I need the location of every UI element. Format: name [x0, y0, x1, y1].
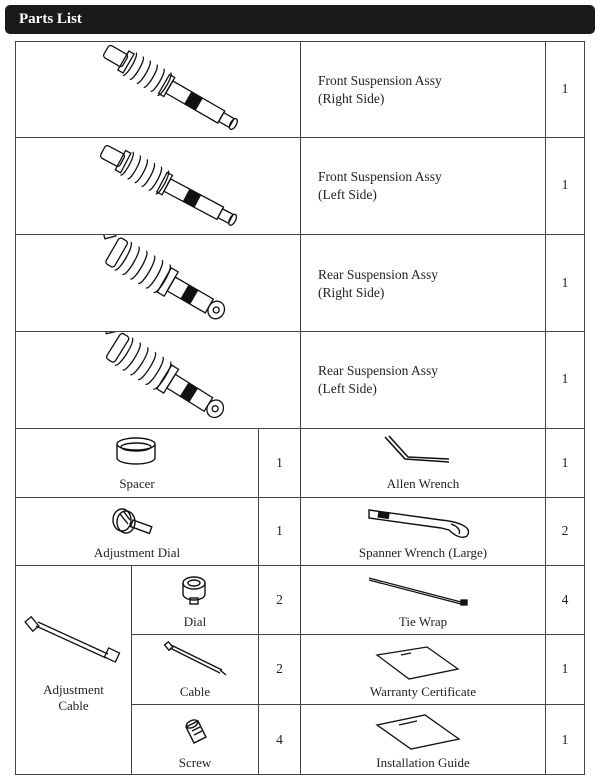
shock-image-cell: [15, 137, 301, 235]
shock-qty: 1: [561, 177, 569, 192]
shock-desc-cell: [300, 331, 546, 429]
shock-qty-cell: [545, 234, 585, 332]
spanner-wrench-cell: [300, 497, 546, 566]
shock-side: (Right Side): [318, 91, 385, 106]
allen-wrench-qty-cell: [545, 428, 585, 498]
adjustment-dial-cell: [15, 497, 259, 566]
warranty-cell: [300, 634, 546, 705]
spacer-qty: 1: [276, 455, 283, 470]
installation-guide-label: Installation Guide: [376, 755, 470, 770]
adjustment-cable-label: Adjustment: [43, 682, 104, 697]
shock-qty-cell: [545, 331, 585, 429]
shock-qty: 1: [561, 275, 569, 290]
screw-qty-cell: [258, 704, 301, 775]
screw-label: Screw: [178, 755, 212, 770]
rear-shock-right-image: [16, 235, 302, 333]
cable-cell: [131, 634, 259, 705]
allen-wrench-cell: [300, 428, 546, 498]
shock-desc-cell: [300, 234, 546, 332]
spanner-wrench-label: Spanner Wrench (Large): [358, 545, 488, 560]
shock-name: Front Suspension Assy: [318, 169, 442, 184]
shock-side: (Right Side): [318, 285, 385, 300]
tie-wrap-label: Tie Wrap: [398, 614, 448, 629]
tie-wrap-qty: 4: [561, 592, 569, 607]
screw-cell: [131, 704, 259, 775]
warranty-qty-cell: [545, 634, 585, 705]
dial-cell: [131, 565, 259, 635]
installation-guide-qty-cell: [545, 704, 585, 775]
adjustment-dial-qty-cell: [258, 497, 301, 566]
adjustment-dial-qty: 1: [276, 523, 283, 538]
spacer-label: Spacer: [119, 476, 155, 491]
allen-wrench-qty: 1: [561, 455, 569, 470]
cable-qty: 2: [276, 661, 283, 676]
installation-guide-cell: [300, 704, 546, 775]
shock-image-cell: [15, 331, 301, 429]
tie-wrap-cell: [300, 565, 546, 635]
spacer-qty-cell: [258, 428, 301, 498]
shock-name: Rear Suspension Assy: [318, 363, 439, 378]
rear-shock-left-image: [16, 332, 302, 430]
shock-desc-cell: [300, 137, 546, 235]
shock-qty: 1: [561, 81, 569, 96]
installation-guide-qty: 1: [561, 732, 569, 747]
warranty-label: Warranty Certificate: [369, 684, 477, 699]
shock-qty-cell: [545, 137, 585, 235]
shock-desc-cell: [300, 41, 546, 138]
shock-image-cell: [15, 41, 301, 138]
shock-side: (Left Side): [318, 381, 377, 396]
allen-wrench-label: Allen Wrench: [386, 476, 460, 491]
cable-label: Cable: [179, 684, 211, 699]
shock-name: Rear Suspension Assy: [318, 267, 439, 282]
shock-name: Front Suspension Assy: [318, 73, 442, 88]
tie-wrap-qty-cell: [545, 565, 585, 635]
spanner-wrench-qty: 2: [561, 523, 569, 538]
shock-image-cell: [15, 234, 301, 332]
dial-qty: 2: [276, 592, 283, 607]
spanner-wrench-qty-cell: [545, 497, 585, 566]
spacer-cell: [15, 428, 259, 498]
front-shock-left-image: [16, 138, 302, 236]
front-shock-right-image: [16, 42, 302, 139]
warranty-qty: 1: [561, 661, 569, 676]
adjustment-cable-cell: [15, 565, 132, 775]
dial-qty-cell: [258, 565, 301, 635]
page-title: Parts List: [19, 11, 82, 27]
dial-label: Dial: [183, 614, 207, 629]
adjustment-dial-label: Adjustment Dial: [93, 545, 181, 560]
shock-side: (Left Side): [318, 187, 377, 202]
shock-qty-cell: [545, 41, 585, 138]
adjustment-cable-label: Cable: [58, 698, 89, 713]
shock-qty: 1: [561, 371, 569, 386]
screw-qty: 4: [276, 732, 283, 747]
parts-list-header: [5, 5, 595, 34]
adjustment-cable-image: [16, 566, 133, 776]
cable-qty-cell: [258, 634, 301, 705]
